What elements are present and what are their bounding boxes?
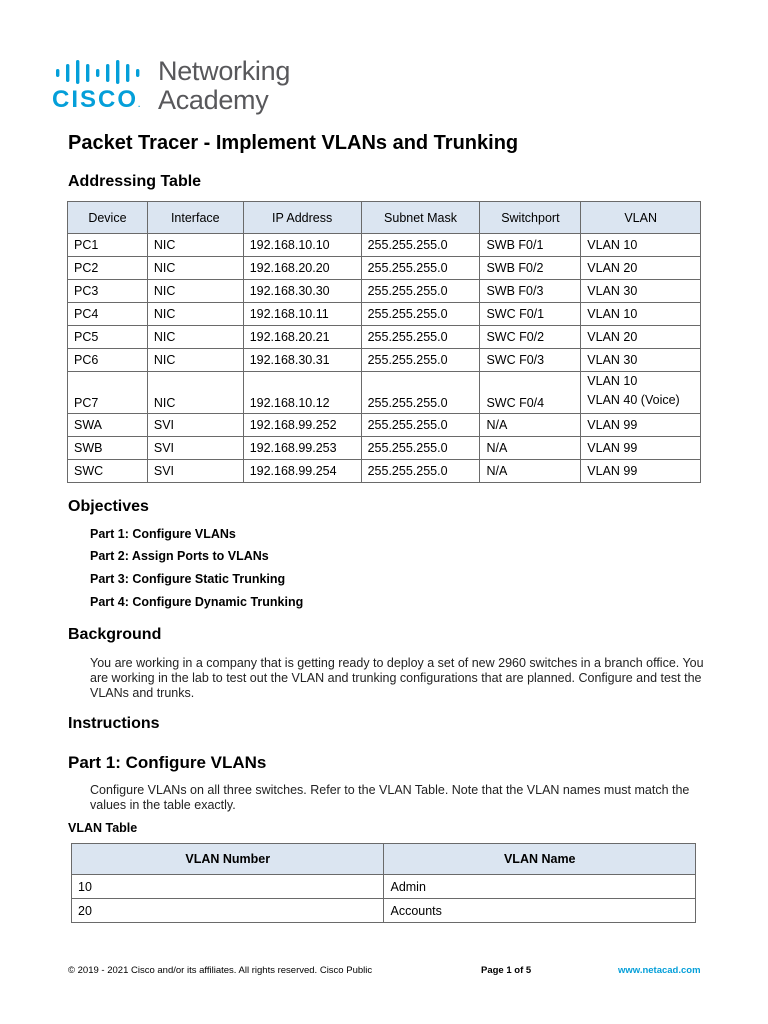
table-cell: SWC F0/2 bbox=[480, 326, 581, 349]
table-cell: 192.168.99.254 bbox=[243, 460, 361, 483]
table-cell: 255.255.255.0 bbox=[361, 460, 480, 483]
column-header: Switchport bbox=[480, 202, 581, 234]
objective-item: Part 4: Configure Dynamic Trunking bbox=[90, 595, 304, 609]
table-cell: VLAN 99 bbox=[581, 437, 701, 460]
table-row bbox=[68, 280, 701, 303]
table-cell: 192.168.10.11 bbox=[243, 303, 361, 326]
table-cell: 192.168.10.12 bbox=[243, 372, 361, 414]
table-cell: VLAN 99 bbox=[581, 460, 701, 483]
table-cell: VLAN 30 bbox=[581, 280, 701, 303]
table-cell: PC2 bbox=[68, 257, 148, 280]
table-cell: NIC bbox=[147, 257, 243, 280]
table-cell: PC4 bbox=[68, 303, 148, 326]
table-cell: NIC bbox=[147, 303, 243, 326]
table-cell: SWC F0/1 bbox=[480, 303, 581, 326]
column-header: Subnet Mask bbox=[361, 202, 480, 234]
vlan-line: VLAN 10 bbox=[587, 374, 638, 388]
column-header: VLAN bbox=[581, 202, 701, 234]
cisco-wordmark: CISCO. bbox=[52, 86, 141, 113]
table-cell: 192.168.30.30 bbox=[243, 280, 361, 303]
table-cell: VLAN 10 bbox=[581, 303, 701, 326]
vlan-line: VLAN 40 (Voice) bbox=[587, 393, 680, 407]
table-row bbox=[68, 257, 701, 280]
column-header: Interface bbox=[147, 202, 243, 234]
background-heading: Background bbox=[68, 626, 162, 643]
table-cell: 192.168.20.20 bbox=[243, 257, 361, 280]
table-cell: PC5 bbox=[68, 326, 148, 349]
table-cell: NIC bbox=[147, 280, 243, 303]
logo-academy-text: Academy bbox=[158, 85, 269, 115]
logo-networking-text: Networking bbox=[158, 56, 291, 86]
table-cell: SWB bbox=[68, 437, 148, 460]
table-cell: N/A bbox=[480, 460, 581, 483]
cisco-networking-academy-logo bbox=[52, 58, 312, 118]
table-cell: 255.255.255.0 bbox=[361, 234, 480, 257]
table-cell: NIC bbox=[147, 234, 243, 257]
table-cell: SWB F0/2 bbox=[480, 257, 581, 280]
background-paragraph: You are working in a company that is getting ready to deploy a set of new 2960 switches in a branch office. You are working in the lab to test out the VLAN and trunking configurations that are planned. Configure and test the VLANs and trunks. bbox=[90, 656, 704, 700]
table-cell: 192.168.30.31 bbox=[243, 349, 361, 372]
table-row bbox=[68, 234, 701, 257]
table-cell: 255.255.255.0 bbox=[361, 414, 480, 437]
table-header-row bbox=[72, 844, 696, 875]
table-cell: 255.255.255.0 bbox=[361, 372, 480, 414]
table-cell: N/A bbox=[480, 414, 581, 437]
objectives-heading: Objectives bbox=[68, 498, 149, 515]
table-cell: SVI bbox=[147, 460, 243, 483]
table-cell: PC3 bbox=[68, 280, 148, 303]
objective-item: Part 3: Configure Static Trunking bbox=[90, 572, 286, 586]
table-cell bbox=[581, 372, 701, 414]
footer-url-link[interactable]: www.netacad.com bbox=[618, 965, 701, 976]
table-row bbox=[68, 437, 701, 460]
table-cell: 192.168.99.252 bbox=[243, 414, 361, 437]
table-cell: 255.255.255.0 bbox=[361, 257, 480, 280]
table-cell: SWB F0/1 bbox=[480, 234, 581, 257]
table-cell: SVI bbox=[147, 414, 243, 437]
addressing-table bbox=[67, 201, 701, 483]
table-cell: 255.255.255.0 bbox=[361, 326, 480, 349]
table-cell: N/A bbox=[480, 437, 581, 460]
table-cell: 255.255.255.0 bbox=[361, 349, 480, 372]
table-cell: VLAN 99 bbox=[581, 414, 701, 437]
table-cell: 192.168.99.253 bbox=[243, 437, 361, 460]
table-cell: VLAN 10 bbox=[581, 234, 701, 257]
table-cell: 255.255.255.0 bbox=[361, 303, 480, 326]
table-cell: 10 bbox=[72, 875, 384, 899]
table-cell: 255.255.255.0 bbox=[361, 437, 480, 460]
part1-paragraph: Configure VLANs on all three switches. Refer to the VLAN Table. Note that the VLAN names must match the values in the table exactly. bbox=[90, 783, 690, 812]
footer-copyright: © 2019 - 2021 Cisco and/or its affiliates. All rights reserved. Cisco Public bbox=[68, 965, 373, 976]
page-title: Packet Tracer - Implement VLANs and Trunking bbox=[68, 132, 519, 154]
table-cell: PC7 bbox=[68, 372, 148, 414]
vlan-table bbox=[71, 843, 696, 923]
table-cell: Admin bbox=[384, 875, 696, 899]
table-row bbox=[68, 460, 701, 483]
table-cell: SWA bbox=[68, 414, 148, 437]
column-header: VLAN Number bbox=[72, 844, 384, 875]
table-cell: SWC F0/4 bbox=[480, 372, 581, 414]
table-header-row bbox=[68, 202, 701, 234]
table-row bbox=[68, 349, 701, 372]
table-row bbox=[68, 326, 701, 349]
table-row bbox=[72, 875, 696, 899]
column-header: VLAN Name bbox=[384, 844, 696, 875]
table-row bbox=[68, 303, 701, 326]
table-cell: 192.168.10.10 bbox=[243, 234, 361, 257]
column-header: IP Address bbox=[243, 202, 361, 234]
table-cell: NIC bbox=[147, 349, 243, 372]
table-cell: SWC bbox=[68, 460, 148, 483]
table-cell: PC1 bbox=[68, 234, 148, 257]
table-cell: NIC bbox=[147, 326, 243, 349]
table-cell: Accounts bbox=[384, 899, 696, 923]
table-cell: SWB F0/3 bbox=[480, 280, 581, 303]
table-cell: VLAN 20 bbox=[581, 257, 701, 280]
addressing-table-heading: Addressing Table bbox=[68, 173, 202, 190]
footer-page-number: Page 1 of 5 bbox=[481, 965, 532, 976]
table-cell: VLAN 20 bbox=[581, 326, 701, 349]
table-row bbox=[68, 414, 701, 437]
part1-heading: Part 1: Configure VLANs bbox=[68, 753, 267, 772]
table-cell: 20 bbox=[72, 899, 384, 923]
table-cell: VLAN 30 bbox=[581, 349, 701, 372]
table-cell: 192.168.20.21 bbox=[243, 326, 361, 349]
table-cell: NIC bbox=[147, 372, 243, 414]
table-cell: 255.255.255.0 bbox=[361, 280, 480, 303]
table-cell: SWC F0/3 bbox=[480, 349, 581, 372]
table-cell: SVI bbox=[147, 437, 243, 460]
table-row bbox=[72, 899, 696, 923]
objective-item: Part 1: Configure VLANs bbox=[90, 527, 236, 541]
column-header: Device bbox=[68, 202, 148, 234]
table-cell: PC6 bbox=[68, 349, 148, 372]
table-row bbox=[68, 372, 701, 414]
instructions-heading: Instructions bbox=[68, 715, 160, 732]
vlan-table-label: VLAN Table bbox=[68, 821, 138, 835]
objective-item: Part 2: Assign Ports to VLANs bbox=[90, 549, 269, 563]
cisco-bars-icon bbox=[56, 60, 148, 84]
